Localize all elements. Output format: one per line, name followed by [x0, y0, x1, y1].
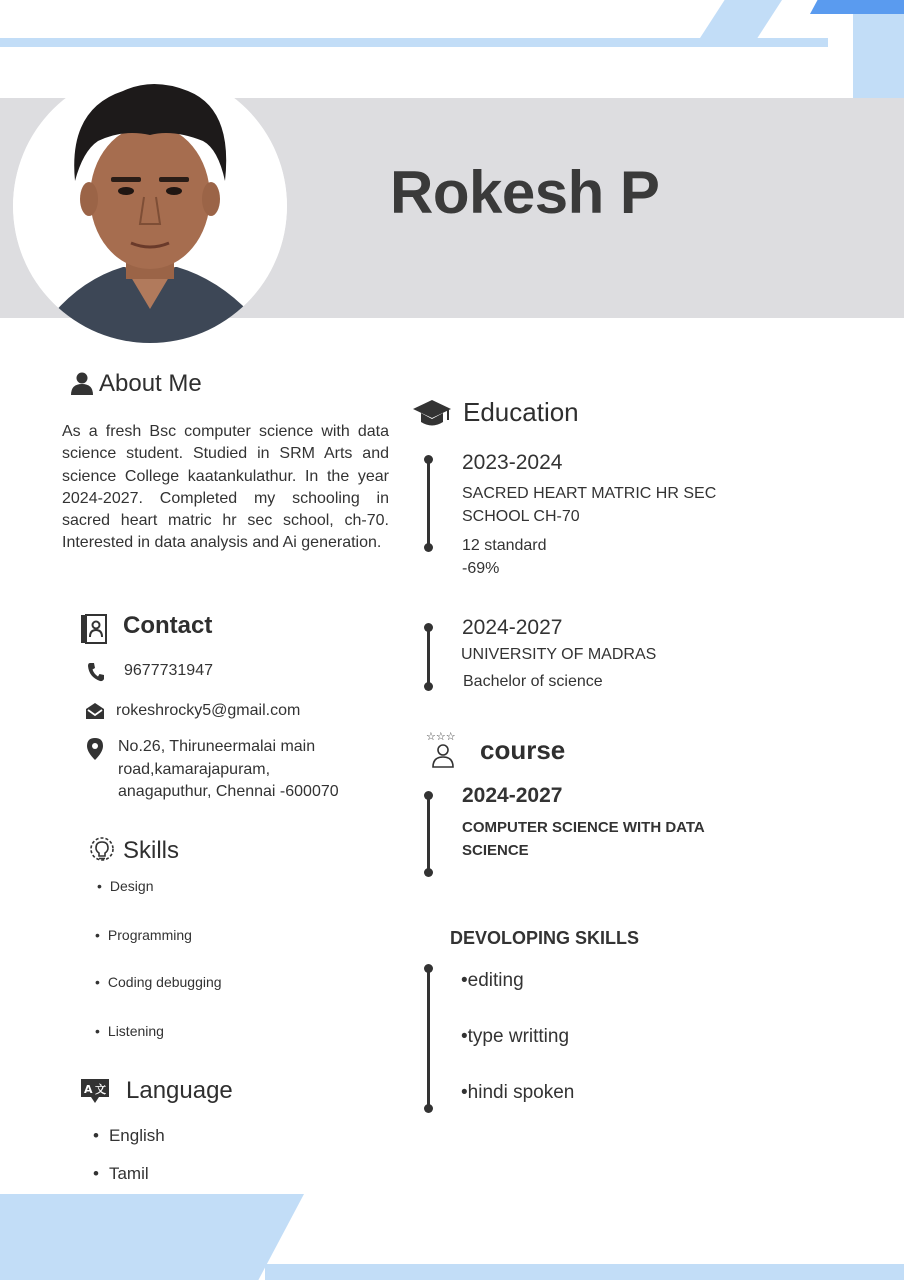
developing-skill-item: •editing — [461, 970, 524, 991]
contact-phone[interactable]: 9677731947 — [124, 662, 213, 679]
person-name: Rokesh P — [390, 159, 660, 226]
language-item: • Tamil — [93, 1164, 149, 1184]
language-title: Language — [126, 1077, 233, 1104]
detail-line: 12 standard — [462, 537, 547, 554]
profile-photo — [13, 69, 287, 343]
timeline-dot — [424, 682, 433, 691]
about-title: About Me — [99, 370, 202, 397]
user-icon — [70, 371, 94, 395]
timeline-line — [427, 460, 430, 548]
language-item: • English — [93, 1126, 165, 1146]
lightbulb-gear-icon — [88, 836, 116, 864]
contact-address — [118, 736, 339, 804]
skills-title: Skills — [123, 837, 180, 864]
phone-icon — [87, 662, 105, 682]
contact-title: Contact — [123, 612, 213, 639]
course-line: SCIENCE — [462, 842, 529, 859]
bottom-accent-line — [265, 1264, 904, 1280]
timeline-dot — [424, 868, 433, 877]
course-line: COMPUTER SCIENCE WITH DATA — [462, 819, 705, 836]
education-years: 2024-2027 — [462, 616, 563, 639]
bottom-accent-shape — [0, 1194, 304, 1280]
education-years: 2023-2024 — [462, 451, 563, 474]
top-accent-line — [0, 38, 828, 47]
timeline-dot — [424, 1104, 433, 1113]
timeline-line — [427, 968, 430, 1109]
education-detail: Bachelor of science — [463, 673, 603, 690]
top-accent-slant — [700, 0, 782, 38]
svg-text:☆☆☆: ☆☆☆ — [426, 730, 456, 743]
education-school: UNIVERSITY OF MADRAS — [461, 646, 657, 663]
course-title: course — [480, 735, 566, 765]
svg-text:A: A — [84, 1083, 93, 1096]
detail-line: -69% — [462, 560, 500, 577]
skill-item: • Coding debugging — [95, 974, 222, 990]
about-text: As a fresh Bsc computer science with data science student. Studied in SRM Arts and science College kaatankulathur. In the year 2024-2027. Completed my schooling in sacred heart matric hr sec school, ch-70. Interested in data analysis and Ai generation. — [62, 423, 389, 552]
school-line: SACRED HEART MATRIC HR SEC — [462, 485, 717, 502]
timeline-dot — [424, 543, 433, 552]
skill-item: • Design — [97, 878, 154, 894]
developing-skill-item: •hindi spoken — [461, 1082, 575, 1103]
contact-book-icon — [80, 614, 108, 644]
timeline-dot — [424, 791, 433, 800]
graduation-cap-icon — [412, 398, 452, 430]
star-person-icon — [426, 729, 462, 769]
school-line: SCHOOL CH-70 — [462, 508, 580, 525]
address-line: anagaputhur, Chennai -600070 — [118, 783, 339, 800]
education-title: Education — [463, 397, 579, 427]
course-years: 2024-2027 — [462, 784, 563, 807]
developing-skills-title: DEVOLOPING SKILLS — [450, 928, 640, 948]
translate-icon — [79, 1078, 111, 1104]
timeline-line — [427, 796, 430, 872]
top-accent-dark — [810, 0, 904, 14]
address-line: road,kamarajapuram, — [118, 760, 271, 778]
timeline-dot — [424, 455, 433, 464]
skill-item: • Listening — [95, 1023, 164, 1039]
education-detail — [462, 534, 547, 580]
svg-text:文: 文 — [95, 1083, 106, 1096]
location-pin-icon — [86, 737, 104, 761]
timeline-dot — [424, 964, 433, 973]
timeline-line — [427, 628, 430, 687]
contact-email[interactable]: rokeshrocky5@gmail.com — [116, 702, 301, 719]
address-line: No.26, Thiruneermalai main — [118, 738, 316, 755]
developing-skill-item: •type writting — [461, 1026, 570, 1047]
skill-item: • Programming — [95, 927, 192, 943]
timeline-dot — [424, 623, 433, 632]
course-name — [462, 816, 705, 862]
mail-icon — [85, 702, 105, 720]
education-school — [462, 482, 716, 528]
